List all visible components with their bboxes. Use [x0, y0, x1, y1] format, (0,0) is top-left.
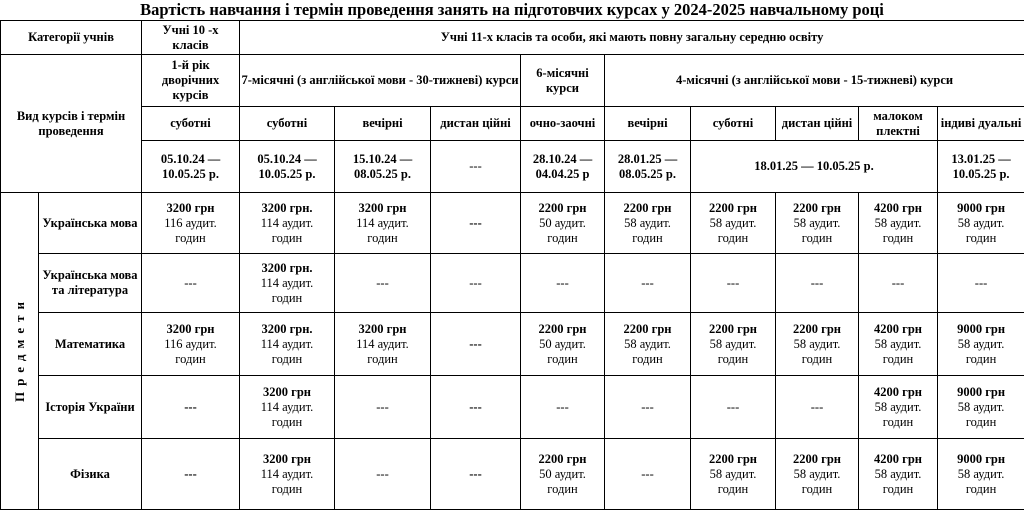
price-cell: [142, 439, 240, 510]
price-cell: [938, 254, 1024, 313]
empty-dash: ---: [469, 215, 482, 230]
empty-dash: ---: [469, 466, 482, 481]
empty-dash: ---: [469, 399, 482, 414]
price-value: 4200 грн: [874, 384, 922, 399]
table-row: [1, 376, 1024, 439]
hours-unit: годин: [965, 414, 997, 429]
hours-value: 116 аудит.: [164, 336, 217, 351]
price-cell: [691, 254, 776, 313]
hours-unit: годин: [801, 230, 833, 245]
header-row-forms: [1, 107, 1024, 141]
price-cell: [431, 439, 521, 510]
price-value: 3200 грн: [166, 200, 215, 215]
hours-unit: годин: [965, 481, 997, 496]
hours-unit: годин: [271, 290, 303, 305]
price-cell: [142, 376, 240, 439]
price-cell: [521, 439, 605, 510]
form-label: очно-заочні: [521, 107, 605, 141]
hours-value: 58 аудит.: [874, 466, 922, 481]
empty-dash: ---: [376, 399, 389, 414]
empty-dash: ---: [891, 275, 905, 290]
hours-unit: годин: [801, 481, 833, 496]
empty-dash: ---: [641, 466, 654, 481]
hours-unit: годин: [367, 351, 398, 366]
group-label: 6-місячні курси: [521, 55, 605, 107]
hours-value: 58 аудит.: [624, 336, 671, 351]
hours-unit: годин: [271, 481, 303, 496]
hours-unit: годин: [882, 351, 914, 366]
empty-dash: ---: [726, 399, 740, 414]
price-cell: [776, 193, 859, 254]
subjects-vertical-label: Предмети: [12, 295, 27, 403]
hours-unit: годин: [271, 351, 303, 366]
price-cell: [142, 313, 240, 376]
price-cell: [521, 313, 605, 376]
price-value: 3200 грн: [166, 321, 215, 336]
price-value: 3200 грн: [358, 200, 407, 215]
price-value: 2200 грн: [793, 321, 841, 336]
hours-value: 114 аудит.: [356, 215, 409, 230]
price-value: 3200 грн.: [261, 260, 313, 275]
hours-value: 50 аудит.: [539, 336, 586, 351]
price-value: 4200 грн: [874, 200, 922, 215]
empty-dash: ---: [641, 399, 654, 414]
hours-unit: годин: [801, 351, 833, 366]
table-row: [1, 439, 1024, 510]
course-kind-label: Вид курсів і термін проведення: [1, 55, 142, 193]
hours-unit: годин: [632, 230, 663, 245]
hours-unit: годин: [717, 481, 749, 496]
empty-dash: ---: [810, 275, 824, 290]
empty-dash: ---: [184, 399, 197, 414]
price-value: 2200 грн: [709, 321, 757, 336]
hours-unit: годин: [882, 481, 914, 496]
form-label: вечірні: [605, 107, 691, 141]
price-cell: [938, 439, 1024, 510]
price-value: 2200 грн: [793, 200, 841, 215]
table-row: [1, 254, 1024, 313]
price-cell: [691, 376, 776, 439]
price-cell: [605, 193, 691, 254]
price-cell: [605, 439, 691, 510]
price-cell: [240, 193, 335, 254]
hours-value: 50 аудит.: [539, 215, 586, 230]
hours-unit: годин: [965, 351, 997, 366]
empty-dash: ---: [184, 466, 197, 481]
empty-dash: ---: [469, 336, 482, 351]
price-cell: [240, 313, 335, 376]
price-cell: [431, 254, 521, 313]
price-value: 9000 грн: [957, 451, 1006, 466]
price-value: 3200 грн: [263, 384, 311, 399]
price-cell: [859, 254, 938, 313]
price-cell: [691, 439, 776, 510]
price-cell: [691, 313, 776, 376]
hours-value: 50 аудит.: [539, 466, 586, 481]
hours-unit: годин: [547, 230, 578, 245]
hours-value: 58 аудит.: [793, 336, 841, 351]
price-cell: [605, 376, 691, 439]
price-cell: [335, 193, 431, 254]
hours-value: 58 аудит.: [793, 466, 841, 481]
price-cell: [776, 313, 859, 376]
date-range: 28.01.25 — 08.05.25 р.: [605, 141, 691, 193]
hours-value: 114 аудит.: [260, 466, 314, 481]
empty-dash: ---: [726, 275, 740, 290]
price-cell: [859, 313, 938, 376]
subject-name: Фізика: [39, 439, 142, 510]
price-cell: [859, 439, 938, 510]
price-cell: [335, 376, 431, 439]
group-label: 1-й рік дворічних курсів: [142, 55, 240, 107]
date-range: 05.10.24 — 10.05.25 р.: [142, 141, 240, 193]
price-cell: [521, 193, 605, 254]
date-range: 28.10.24 — 04.04.25 р: [521, 141, 605, 193]
empty-dash: ---: [810, 399, 824, 414]
form-label: малоком плектні: [859, 107, 938, 141]
price-value: 2200 грн: [538, 451, 587, 466]
price-cell: [335, 313, 431, 376]
hours-value: 58 аудит.: [957, 336, 1005, 351]
form-label: дистан ційні: [776, 107, 859, 141]
price-cell: [938, 313, 1024, 376]
date-range: 15.10.24 — 08.05.25 р.: [335, 141, 431, 193]
grade11-label: Учні 11-х класів та особи, які мають повну загальну середню освіту: [240, 21, 1024, 55]
price-value: 9000 грн: [957, 384, 1006, 399]
courses-table: [0, 20, 1024, 510]
empty-dash: ---: [469, 275, 482, 290]
header-row-categories: [1, 21, 1024, 55]
price-cell: [521, 376, 605, 439]
subject-name: Українська мова: [39, 193, 142, 254]
hours-unit: годин: [271, 230, 303, 245]
hours-unit: годин: [965, 230, 997, 245]
hours-value: 116 аудит.: [164, 215, 217, 230]
hours-unit: годин: [717, 351, 749, 366]
price-value: 3200 грн.: [261, 200, 313, 215]
price-cell: [859, 376, 938, 439]
empty-dash: ---: [376, 466, 389, 481]
subjects-vertical-label-cell: [1, 193, 39, 510]
price-cell: [605, 313, 691, 376]
date-range: 05.10.24 — 10.05.25 р.: [240, 141, 335, 193]
hours-value: 58 аудит.: [874, 399, 922, 414]
price-cell: [776, 439, 859, 510]
price-value: 2200 грн: [709, 451, 757, 466]
group-label: 4-місячні (з англійської мови - 15-тижневі) курси: [605, 55, 1024, 107]
price-cell: [938, 193, 1024, 254]
empty-dash: ---: [556, 275, 569, 290]
hours-value: 58 аудит.: [709, 215, 757, 230]
price-value: 2200 грн: [709, 200, 757, 215]
empty-dash: ---: [376, 275, 389, 290]
hours-unit: годин: [367, 230, 398, 245]
form-label: суботні: [691, 107, 776, 141]
price-cell: [431, 313, 521, 376]
date-range: 13.01.25 — 10.05.25 р.: [938, 141, 1024, 193]
hours-value: 58 аудит.: [957, 399, 1005, 414]
price-cell: [335, 439, 431, 510]
price-value: 9000 грн: [957, 200, 1006, 215]
header-row-dates: [1, 141, 1024, 193]
price-cell: [335, 254, 431, 313]
price-cell: [521, 254, 605, 313]
hours-unit: годин: [632, 351, 663, 366]
price-cell: [605, 254, 691, 313]
hours-unit: годин: [882, 414, 914, 429]
subject-name: Українська мова та література: [39, 254, 142, 313]
price-value: 9000 грн: [957, 321, 1006, 336]
price-value: 2200 грн: [623, 200, 672, 215]
hours-value: 58 аудит.: [957, 215, 1005, 230]
price-value: 2200 грн: [623, 321, 672, 336]
group-label: 7-місячні (з англійської мови - 30-тижневі) курси: [240, 55, 521, 107]
price-value: 3200 грн.: [261, 321, 313, 336]
price-cell: [240, 254, 335, 313]
page-title: Вартість навчання і термін проведення занять на підготовчих курсах у 2024-2025 навчальному році: [140, 0, 884, 19]
form-label: індиві дуальні: [938, 107, 1024, 141]
subject-name: Математика: [39, 313, 142, 376]
table-row: [1, 193, 1024, 254]
price-cell: [240, 439, 335, 510]
price-cell: [938, 376, 1024, 439]
hours-unit: годин: [175, 230, 206, 245]
hours-unit: годин: [271, 414, 303, 429]
hours-unit: годин: [882, 230, 914, 245]
hours-value: 58 аудит.: [709, 466, 757, 481]
price-value: 4200 грн: [874, 321, 922, 336]
form-label: вечірні: [335, 107, 431, 141]
hours-value: 114 аудит.: [356, 336, 409, 351]
hours-unit: годин: [175, 351, 206, 366]
hours-value: 58 аудит.: [624, 215, 671, 230]
subject-rows: [1, 193, 1024, 510]
hours-value: 114 аудит.: [260, 215, 314, 230]
empty-dash: ---: [641, 275, 654, 290]
grade10-label: Учні 10 -х класів: [142, 21, 240, 55]
date-range: ---: [431, 141, 521, 193]
subject-name: Історія України: [39, 376, 142, 439]
hours-value: 58 аудит.: [957, 466, 1005, 481]
price-cell: [859, 193, 938, 254]
price-cell: [691, 193, 776, 254]
hours-value: 58 аудит.: [874, 336, 922, 351]
price-value: 2200 грн: [538, 200, 587, 215]
price-cell: [431, 193, 521, 254]
price-value: 3200 грн: [358, 321, 407, 336]
price-cell: [142, 254, 240, 313]
empty-dash: ---: [556, 399, 569, 414]
hours-unit: годин: [547, 351, 578, 366]
hours-unit: годин: [717, 230, 749, 245]
hours-value: 114 аудит.: [260, 399, 314, 414]
price-cell: [431, 376, 521, 439]
price-cell: [240, 376, 335, 439]
form-label: суботні: [142, 107, 240, 141]
empty-dash: ---: [184, 275, 197, 290]
hours-value: 58 аудит.: [793, 215, 841, 230]
category-label: Категорії учнів: [1, 21, 142, 55]
empty-dash: ---: [974, 275, 988, 290]
hours-unit: годин: [547, 481, 578, 496]
price-value: 3200 грн: [263, 451, 311, 466]
hours-value: 58 аудит.: [709, 336, 757, 351]
price-value: 2200 грн: [793, 451, 841, 466]
price-value: 2200 грн: [538, 321, 587, 336]
price-cell: [776, 376, 859, 439]
form-label: дистан ційні: [431, 107, 521, 141]
hours-value: 114 аудит.: [260, 275, 314, 290]
table-row: [1, 313, 1024, 376]
price-cell: [142, 193, 240, 254]
date-range: 18.01.25 — 10.05.25 р.: [691, 141, 938, 193]
price-value: 4200 грн: [874, 451, 922, 466]
header-row-groups: [1, 55, 1024, 107]
hours-value: 58 аудит.: [874, 215, 922, 230]
form-label: суботні: [240, 107, 335, 141]
price-cell: [776, 254, 859, 313]
hours-value: 114 аудит.: [260, 336, 314, 351]
